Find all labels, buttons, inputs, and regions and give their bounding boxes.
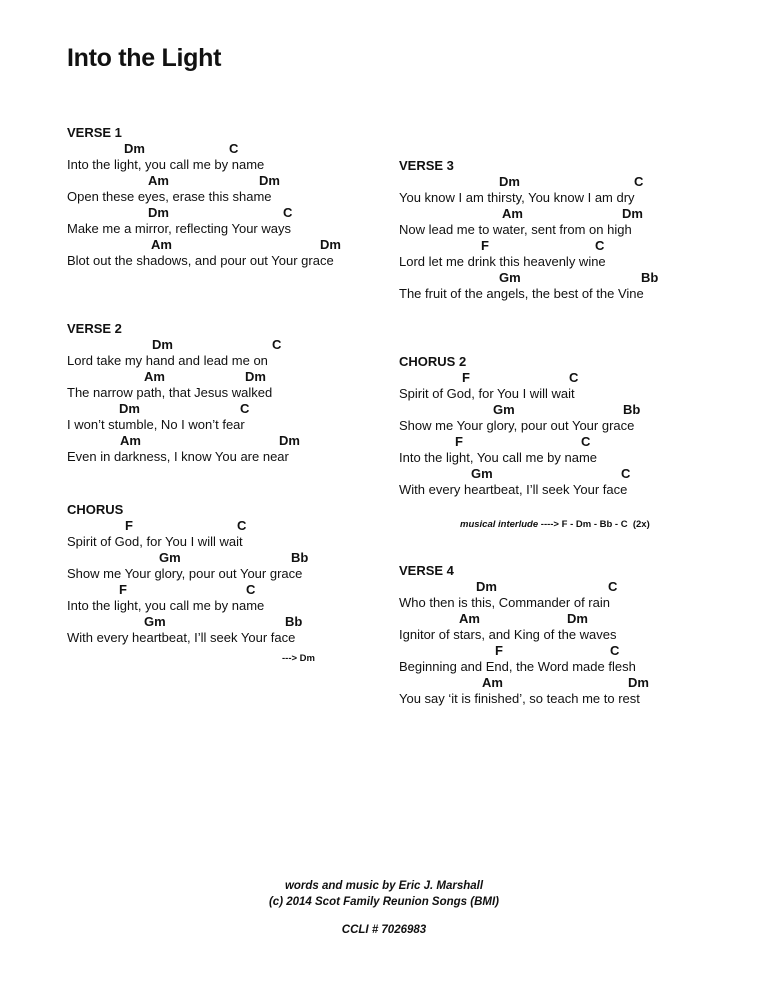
chord: C (272, 337, 282, 352)
chord: Dm (628, 675, 649, 690)
verse-3 (399, 158, 699, 302)
chord-lyric-line (67, 582, 367, 614)
lyric: Into the light, you call me by name (67, 157, 265, 172)
chord: Dm (259, 173, 280, 188)
lyric: With every heartbeat, I’ll seek Your face (399, 482, 628, 497)
chord-lyric-line (399, 174, 699, 206)
chord: Dm (152, 337, 173, 352)
chord-lyric-line (67, 173, 367, 205)
chord: Am (482, 675, 503, 690)
chord: F (495, 643, 503, 658)
chord: Gm (159, 550, 181, 565)
chord-lyric-line (399, 611, 699, 643)
chord: C (595, 238, 605, 253)
chord: F (481, 238, 489, 253)
verse-1 (67, 125, 367, 269)
chord: Gm (493, 402, 515, 417)
chord-lyric-line (399, 238, 699, 270)
lyric: Lord let me drink this heavenly wine (399, 254, 606, 269)
chord: C (581, 434, 591, 449)
musical-interlude (460, 519, 650, 530)
chord: F (455, 434, 463, 449)
section-heading: VERSE 4 (399, 563, 454, 578)
section-heading: VERSE 3 (399, 158, 454, 173)
chord: C (237, 518, 247, 533)
lyric: Now lead me to water, sent from on high (399, 222, 632, 237)
chord: F (119, 582, 127, 597)
section-heading: VERSE 1 (67, 125, 122, 140)
lyric: Beginning and End, the Word made flesh (399, 659, 636, 674)
chord: C (610, 643, 620, 658)
chord: Am (502, 206, 523, 221)
chord: Dm (320, 237, 341, 252)
chord: F (462, 370, 470, 385)
lyric: Show me Your glory, pour out Your grace (67, 566, 303, 581)
interlude-label: musical interlude (460, 519, 539, 530)
chord-lyric-line (67, 337, 367, 369)
chord-lyric-line (67, 401, 367, 433)
chord: C (229, 141, 239, 156)
chord-lyric-line (399, 434, 699, 466)
chord: Bb (641, 270, 659, 285)
chord: Dm (245, 369, 266, 384)
chord: Am (151, 237, 172, 252)
chord: Dm (622, 206, 643, 221)
chord: C (621, 466, 631, 481)
chord-lyric-line (399, 206, 699, 238)
chord-lyric-line (67, 205, 367, 237)
chord-lyric-line (67, 369, 367, 401)
chord-lyric-line (67, 550, 367, 582)
chord: Gm (471, 466, 493, 481)
chord: Am (459, 611, 480, 626)
lyric: Ignitor of stars, and King of the waves (399, 627, 617, 642)
chord-lyric-line (399, 270, 699, 302)
lyric: Open these eyes, erase this shame (67, 189, 272, 204)
chord: Dm (119, 401, 140, 416)
chord: Gm (144, 614, 166, 629)
chord: Dm (499, 174, 520, 189)
lyric: The narrow path, that Jesus walked (67, 385, 273, 400)
lyric: Make me a mirror, reflecting Your ways (67, 221, 291, 236)
chorus (67, 502, 367, 646)
lyric: You say ‘it is finished’, so teach me to rest (399, 691, 640, 706)
chord-lyric-line (399, 402, 699, 434)
chord: C (569, 370, 579, 385)
chord: Bb (623, 402, 641, 417)
chord-lyric-line (67, 518, 367, 550)
lyric: Into the light, you call me by name (67, 598, 265, 613)
chord-lyric-line (67, 433, 367, 465)
chord: C (608, 579, 618, 594)
chord-lyric-line (399, 370, 699, 402)
chord-lyric-line (399, 643, 699, 675)
lyric: Into the light, You call me by name (399, 450, 598, 465)
lyric: With every heartbeat, I’ll seek Your face (67, 630, 296, 645)
chord: Bb (291, 550, 309, 565)
lyric: Who then is this, Commander of rain (399, 595, 610, 610)
chord: Dm (567, 611, 588, 626)
lyric: Lord take my hand and lead me on (67, 353, 268, 368)
song-title: Into the Light (67, 44, 222, 72)
lyric: Blot out the shadows, and pour out Your grace (67, 253, 334, 268)
lyric: You know I am thirsty, You know I am dry (399, 190, 635, 205)
interlude-sequence: ----> F - Dm - Bb - C (2x) (538, 519, 650, 530)
lyric: Spirit of God, for You I will wait (399, 386, 575, 401)
chord-lyric-line (67, 614, 367, 646)
section-heading: VERSE 2 (67, 321, 122, 336)
chord: Am (148, 173, 169, 188)
chord-lyric-line (399, 675, 699, 707)
lyric: Show me Your glory, pour out Your grace (399, 418, 635, 433)
credits (0, 878, 768, 910)
credit-copyright: (c) 2014 Scot Family Reunion Songs (BMI) (268, 896, 500, 908)
chord-lyric-line (67, 141, 367, 173)
chorus-2 (399, 354, 699, 498)
verse-2 (67, 321, 367, 465)
chord: Dm (148, 205, 169, 220)
section-heading: CHORUS 2 (399, 354, 467, 369)
lyric: The fruit of the angels, the best of the Vine (399, 286, 644, 301)
lyric: I won’t stumble, No I won’t fear (67, 417, 245, 432)
chord: Dm (124, 141, 145, 156)
credit-author: words and music by Eric J. Marshall (284, 880, 484, 892)
section-heading: CHORUS (67, 502, 124, 517)
chord: C (634, 174, 644, 189)
chord: Dm (279, 433, 300, 448)
chorus-transition-note: ---> Dm (282, 653, 315, 664)
chord: C (246, 582, 256, 597)
chord-lyric-line (67, 237, 367, 269)
lyric: Spirit of God, for You I will wait (67, 534, 243, 549)
chord: Am (144, 369, 165, 384)
chord: C (283, 205, 293, 220)
chord: Am (120, 433, 141, 448)
chord-lyric-line (399, 579, 699, 611)
chord: C (240, 401, 250, 416)
chord: Bb (285, 614, 303, 629)
chord: Dm (476, 579, 497, 594)
chord-lyric-line (399, 466, 699, 498)
ccli-number: CCLI # 7026983 (341, 924, 427, 936)
verse-4 (399, 563, 699, 707)
chord: Gm (499, 270, 521, 285)
chord: F (125, 518, 133, 533)
lyric: Even in darkness, I know You are near (67, 449, 289, 464)
